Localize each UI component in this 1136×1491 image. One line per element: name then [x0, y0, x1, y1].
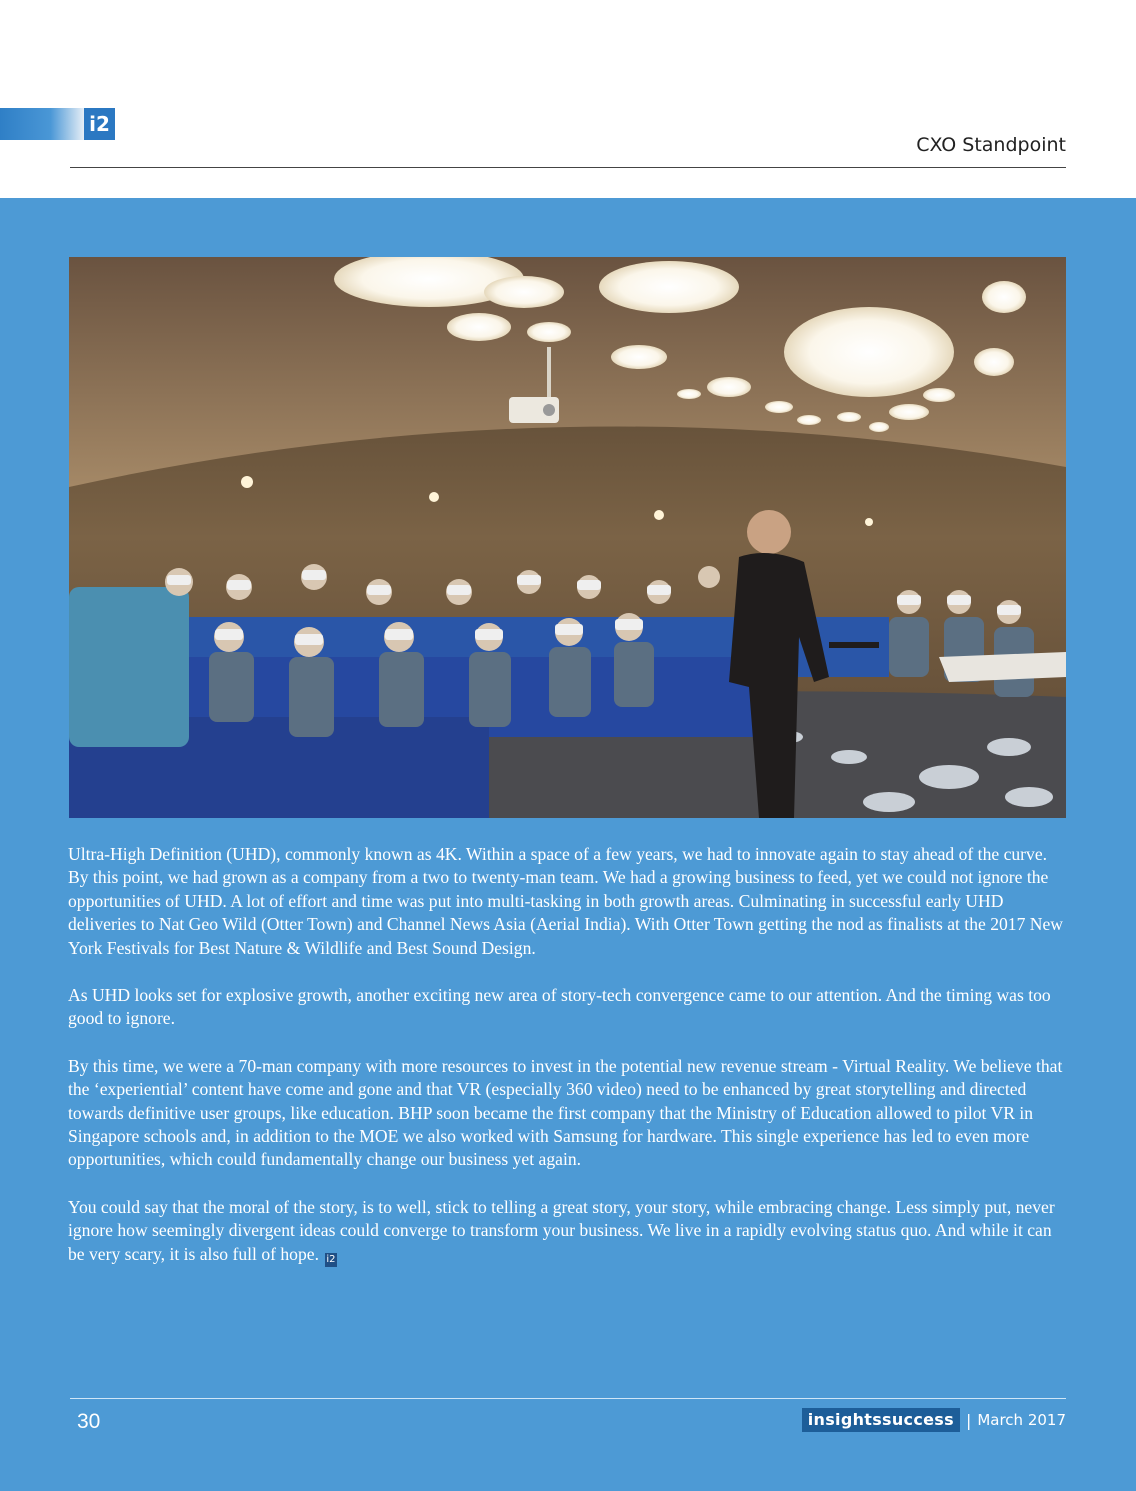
- footer-separator: |: [965, 1410, 972, 1430]
- footer-divider: [70, 1398, 1066, 1399]
- end-of-article-icon: i2: [326, 1253, 336, 1265]
- section-title: CXO Standpoint: [916, 134, 1066, 156]
- article-paragraph-4-text: You could say that the moral of the story, is to well, stick to telling a great story, your story, while embracing change. Less simply put, never ignore how seemingly divergent ideas could converge to transform your business. We live in a rapidly evolving status quo. And while it can be very scary, it is also full of hope.: [68, 1196, 1055, 1264]
- article-paragraph-4: [68, 1196, 1068, 1267]
- header-accent-bar: [0, 108, 84, 140]
- article-body: [68, 843, 1068, 1291]
- footer-brand: [802, 1408, 1066, 1432]
- article-paragraph-3: By this time, we were a 70-man company with more resources to invest in the potential new revenue stream - Virtual Reality. We believe that the ‘experiential’ content have come and gone and that VR (especially 360 video) need to be enhanced by great storytelling and directed towards definitive user groups, like education. BHP soon became the first company that the Ministry of Education allowed to pilot VR in Singapore schools and, in addition to the MOE we also worked with Samsung for hardware. This single experience has led to even more opportunities, which could fundamentally change our business yet again.: [68, 1055, 1063, 1170]
- article-photo: [69, 257, 1066, 818]
- issue-date: March 2017: [977, 1411, 1066, 1429]
- page-header: [0, 0, 1136, 198]
- magazine-logo-icon: i2: [84, 108, 115, 140]
- article-paragraph-1: Ultra-High Definition (UHD), commonly known as 4K. Within a space of a few years, we had to innovate again to stay ahead of the curve. By this point, we had grown as a company from a two to twenty-man team. We had a growing business to feed, yet we could not ignore the opportunities of UHD. A lot of effort and time was put into multi-tasking in both growth areas. Culminating in successful early UHD deliveries to Nat Geo Wild (Otter Town) and Channel News Asia (Aerial India). With Otter Town getting the nod as finalists at the 2017 New York Festivals for Best Nature & Wildlife and Best Sound Design.: [68, 844, 1063, 958]
- header-divider: [70, 167, 1066, 168]
- insights-success-logo: insightssuccess: [802, 1408, 960, 1432]
- article-paragraph-2: As UHD looks set for explosive growth, another exciting new area of story-tech convergence came to our attention. And the timing was too good to ignore.: [68, 985, 1051, 1029]
- page-number: 30: [77, 1410, 101, 1433]
